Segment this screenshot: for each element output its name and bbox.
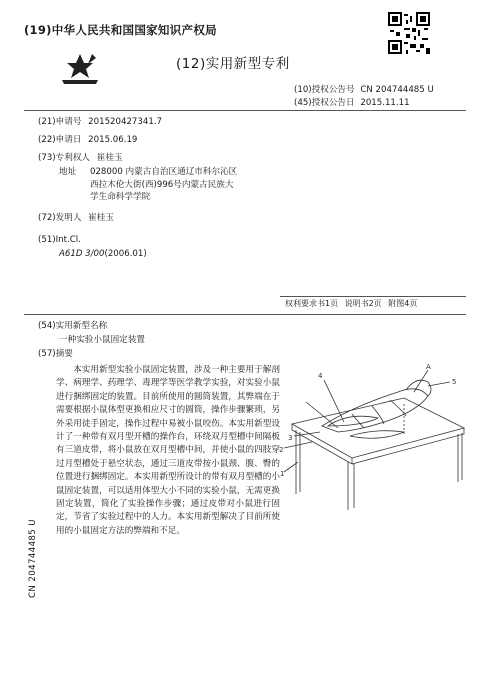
inventor-label: (72)发明人 [38,213,82,223]
int-cl-code: A61D 3/00 [59,249,105,259]
abstract-body [56,364,280,538]
pages-divider [280,296,466,297]
address-line: 028000 内蒙古自治区通辽市科尔沁区 [90,167,238,177]
cnipa-logo-icon [58,50,102,90]
figure-label-3: 3 [288,434,293,442]
address-line: 西拉木伦大街(西)996号内蒙古民族大 [90,179,234,190]
application-number-row [38,116,162,128]
inventor-name: 崔桂玉 [88,213,114,223]
application-number: 201520427341.7 [88,117,162,127]
figure-label-4: 4 [318,372,323,380]
header-divider [24,110,466,111]
utility-model-title: 一种实验小鼠固定装置 [59,335,145,345]
publication-number-row [294,84,434,96]
abstract-text: 本实用新型实验小鼠固定装置，涉及一种主要用于解剖学、病理学、药理学、毒理学等医学教学实验，对实验小鼠进行捆绑固定的装置。目前所使用的圆筒装置，其弊端在于需要根据小鼠体型更换相应尺寸的圆筒，操作步骤繁琐，另外采用徒手固定，操作过程中易被小鼠咬伤。本实用新型设计了一种带有双月型开槽的操作台，环绕双月型槽中间隔板有三道皮带，将小鼠放在双月型槽中间，并使小鼠的四肢穿过月型槽处于悬空状态，通过三道皮带按小鼠颈、腹、臀的位置进行捆绑固定。本实用新型所设计的带有双月型槽的小鼠固定装置，可以适用体型大小不同的实验小鼠，无需更换固定装置，简化了实验操作步骤；通过皮带对小鼠进行固定，节省了实验过程中的人力。本实用新型解决了目前所使用的小鼠固定方法的弊端和不足。 [56,365,280,536]
abstract-divider [24,314,466,315]
page-count-info: 权利要求书1页 说明书2页 附图4页 [285,299,418,308]
address-block [90,166,237,204]
device-drawing [278,362,468,512]
qr-code-icon [388,12,430,54]
side-publication-number: CN 204744485 U [28,519,38,598]
figure-label-5: 5 [452,378,457,386]
publication-number: CN 204744485 U [360,85,434,95]
application-number-label: (21)申请号 [38,117,82,127]
document-type-title: (12)实用新型专利 [176,56,290,72]
publication-date-label: (45)授权公告日 [294,98,355,108]
figure-label-2: 2 [279,446,284,454]
title-label: (54)实用新型名称 [38,321,108,331]
filing-date-label: (22)申请日 [38,135,82,145]
publication-date-row [294,97,410,109]
int-cl-row [59,248,147,260]
address-line: 学生命科学学院 [90,192,151,202]
filing-date: 2015.06.19 [88,135,138,145]
figure-label-1: 1 [280,470,285,478]
patentee-row [38,152,123,164]
publication-date: 2015.11.11 [360,98,410,108]
int-cl-version: (2006.01) [104,249,147,259]
inventor-row [38,212,114,224]
figure-label-a: A [426,363,431,371]
office-name: (19)中华人民共和国国家知识产权局 [24,23,217,37]
int-cl-label: (51)Int.Cl. [38,235,81,245]
address-label: 地址 [59,167,77,177]
patentee-name: 崔桂玉 [96,153,123,163]
patentee-label: (73)专利权人 [38,153,91,163]
publication-number-label: (10)授权公告号 [294,85,355,95]
abstract-label: (57)摘要 [38,349,73,359]
filing-date-row [38,134,137,146]
